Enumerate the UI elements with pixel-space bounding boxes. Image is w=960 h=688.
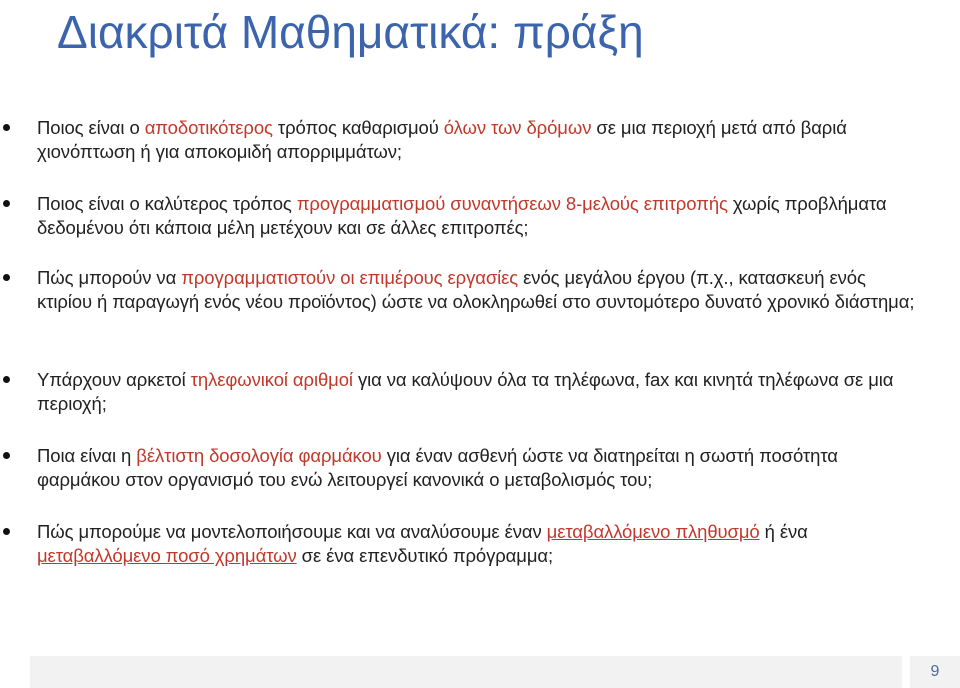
text-segment: Ποιος είναι ο καλύτερος τρόπος [37,193,297,214]
text-segment: για έναν ασθενή ώστε να διατηρείται η σωστή ποσότητα φαρμάκου στον οργανισμό του ενώ λειτουργεί κανονικά ο μεταβολισμός του; [37,445,838,490]
bullet-text [37,368,922,416]
highlighted-term: μεταβαλλόμενο πληθυσμό [546,521,760,542]
bullet-dot-icon [3,452,10,459]
footer-bar [30,656,902,688]
bullet-text [37,266,922,314]
slide-title: Διακριτά Μαθηματικά: πράξη [57,6,644,58]
text-segment: χωρίς προβλήματα δεδομένου ότι κάποια μέλη μετέχουν και σε άλλες επιτροπές; [37,193,887,238]
highlighted-term: αποδοτικότερος [144,117,273,138]
bullet-text [37,520,922,568]
bullet-text [37,192,922,240]
highlighted-term: προγραμματισμού συναντήσεων 8-μελούς επιτροπής [296,193,728,214]
text-segment: Ποια είναι η [37,445,137,466]
text-segment: ενός μεγάλου έργου (π.χ., κατασκευή ενός κτιρίου ή παραγωγή ενός νέου προϊόντος) ώστε να ολοκληρωθεί στο συντομότερο δυνατό χρονικό διάστημα; [37,267,915,312]
bullet-dot-icon [3,274,10,281]
text-segment: Υπάρχουν αρκετοί [37,369,191,390]
highlighted-term: βέλτιστη δοσολογία φαρμάκου [136,445,382,466]
page-number-box [910,656,960,688]
bullet-dot-icon [3,200,10,207]
text-segment: Πώς μπορούν να [37,267,182,288]
highlighted-term: μεταβαλλόμενο ποσό χρημάτων [37,545,297,566]
page-number: 9 [930,663,940,680]
text-segment: Ποιος είναι ο [37,117,145,138]
highlighted-term: προγραμματιστούν οι επιμέρους εργασίες [181,267,519,288]
text-segment: σε ένα επενδυτικό πρόγραμμα; [296,545,554,566]
bullet-text [37,444,922,492]
text-segment: τρόπος καθαρισμού [272,117,444,138]
bullet-dot-icon [3,124,10,131]
text-segment: για να καλύψουν όλα τα τηλέφωνα, fax και κινητά τηλέφωνα σε μια περιοχή; [37,369,894,414]
bullet-text [37,116,922,164]
text-segment: ή ένα [759,521,808,542]
highlighted-term: όλων των δρόμων [443,117,592,138]
text-segment: Πώς μπορούμε να μοντελοποιήσουμε και να αναλύσουμε έναν [37,521,547,542]
text-segment: σε μια περιοχή μετά από βαριά χιονόπτωση ή για αποκομιδή απορριμμάτων; [37,117,847,162]
bullet-dot-icon [3,528,10,535]
highlighted-term: τηλεφωνικοί αριθμοί [190,369,353,390]
bullet-dot-icon [3,376,10,383]
